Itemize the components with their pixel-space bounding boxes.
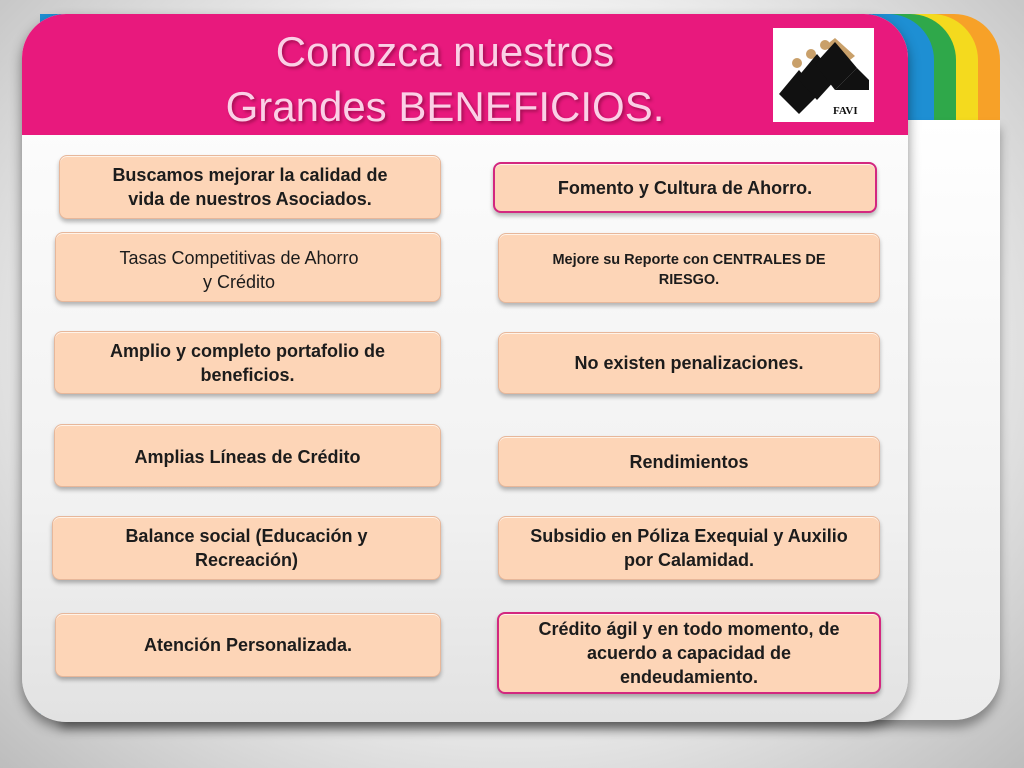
benefit-subsidio-poliza bbox=[498, 516, 880, 580]
benefit-text-line: Amplias Líneas de Crédito bbox=[134, 447, 361, 467]
benefit-calidad-vida bbox=[59, 155, 441, 219]
favi-logo bbox=[773, 28, 874, 122]
benefit-rendimientos bbox=[498, 436, 880, 487]
logo-text: FAVI bbox=[833, 105, 858, 117]
benefit-sin-penalizaciones bbox=[498, 332, 880, 394]
benefit-text-line: Mejore su Reporte con CENTRALES DE bbox=[552, 252, 826, 268]
benefit-text-line: Tasas Competitivas de Ahorro bbox=[119, 248, 359, 268]
title-line-1: Conozca nuestros bbox=[275, 28, 615, 75]
benefit-portafolio bbox=[54, 331, 441, 394]
benefit-text-line: endeudamiento. bbox=[619, 667, 758, 687]
benefit-text-line: por Calamidad. bbox=[623, 550, 755, 570]
benefit-text-line: No existen penalizaciones. bbox=[574, 353, 804, 373]
benefit-text-line: vida de nuestros Asociados. bbox=[128, 189, 372, 209]
benefit-text-line: Balance social (Educación y bbox=[125, 526, 368, 546]
benefit-centrales-riesgo bbox=[498, 233, 880, 303]
benefit-text-line: Atención Personalizada. bbox=[143, 635, 353, 655]
benefit-text-line: Rendimientos bbox=[629, 451, 749, 472]
benefit-tasas-competitivas bbox=[55, 232, 441, 302]
benefit-fomento-ahorro bbox=[493, 162, 877, 213]
benefit-text-line: Recreación) bbox=[194, 550, 299, 570]
benefit-text-line: Fomento y Cultura de Ahorro. bbox=[557, 177, 813, 198]
benefit-text-line: Amplio y completo portafolio de bbox=[109, 340, 385, 361]
title-line-2: Grandes BENEFICIOS. bbox=[225, 83, 665, 130]
favi-logo-icon bbox=[773, 28, 874, 122]
benefit-atencion-personalizada bbox=[55, 613, 441, 677]
benefit-text-line: RIESGO. bbox=[658, 272, 720, 288]
benefit-lineas-credito bbox=[54, 424, 441, 487]
benefit-text-line: beneficios. bbox=[200, 364, 295, 385]
header-bar bbox=[22, 14, 908, 135]
benefit-text-line: Buscamos mejorar la calidad de bbox=[112, 165, 388, 185]
benefit-text-line: y Crédito bbox=[202, 272, 276, 292]
benefit-text-line: acuerdo a capacidad de bbox=[586, 643, 792, 663]
benefit-text-line: Crédito ágil y en todo momento, de bbox=[538, 619, 840, 639]
benefit-credito-agil bbox=[497, 612, 881, 694]
benefit-balance-social bbox=[52, 516, 441, 580]
benefit-text-line: Subsidio en Póliza Exequial y Auxilio bbox=[530, 526, 848, 546]
